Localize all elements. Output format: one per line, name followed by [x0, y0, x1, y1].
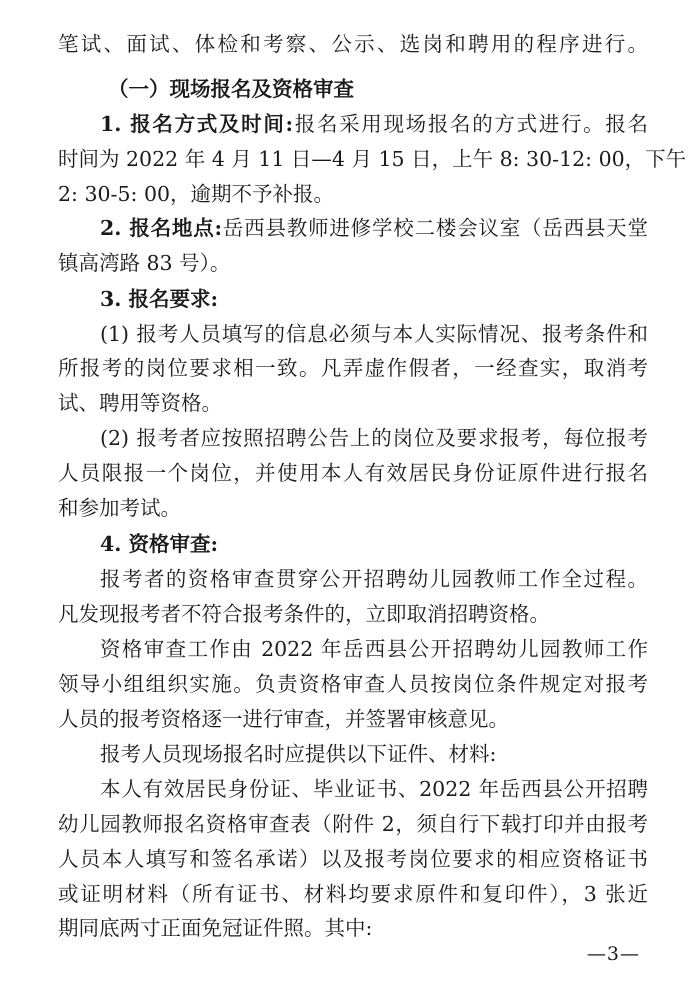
- subsection-label: 1. 报名方式及时间:: [100, 112, 294, 136]
- body-line: 人员本人填写和签名承诺）以及报考岗位要求的相应资格证书: [58, 847, 648, 871]
- body-line: 人员限报一个岗位，并使用本人有效居民身份证原件进行报名: [58, 461, 648, 485]
- body-line: 或证明材料（所有证书、材料均要求原件和复印件），3 张近: [58, 882, 648, 906]
- body-line: (2) 报考者应按照招聘公告上的岗位及要求报考，每位报考: [100, 426, 648, 450]
- body-line: 报考者的资格审查贯穿公开招聘幼儿园教师工作全过程。: [100, 567, 648, 591]
- body-line: 凡发现报考者不符合报考条件的，立即取消招聘资格。: [58, 602, 550, 626]
- body-line: 资格审查工作由 2022 年岳西县公开招聘幼儿园教师工作: [100, 637, 648, 661]
- subsection-line: [100, 110, 648, 138]
- body-text: 报名采用现场报名的方式进行。报名: [293, 112, 649, 136]
- body-line: 幼儿园教师报名资格审查表（附件 2，须自行下载打印并由报考: [58, 812, 648, 836]
- page-number: —3—: [586, 943, 640, 965]
- body-line: 所报考的岗位要求相一致。凡弄虚作假者，一经查实，取消考: [58, 356, 648, 380]
- body-line: 时间为 2022 年 4 月 11 日—4 月 15 日，上午 8: 30-12: 00，下午: [58, 147, 687, 171]
- body-line: 人员的报考资格逐一进行审查，并签署审核意见。: [58, 707, 509, 731]
- body-line: 期同底两寸正面免冠证件照。其中:: [58, 916, 373, 940]
- subsection-label: 3. 报名要求:: [100, 287, 219, 311]
- body-line: (1) 报考人员填写的信息必须与本人实际情况、报考条件和: [100, 322, 648, 346]
- subsection-label: 2. 报名地点:: [100, 216, 223, 240]
- body-line: 笔试、面试、体检和考察、公示、选岗和聘用的程序进行。: [58, 32, 648, 56]
- body-text: 岳西县教师进修学校二楼会议室（岳西县天堂: [222, 216, 649, 240]
- body-line: 2: 30-5: 00，逾期不予补报。: [58, 182, 335, 206]
- subsection-line: [100, 214, 648, 242]
- body-line: 和参加考试。: [58, 496, 181, 520]
- body-line: 镇高湾路 83 号）。: [58, 251, 231, 275]
- body-line: 领导小组组织实施。负责资格审查人员按岗位条件规定对报考: [58, 672, 648, 696]
- body-line: 报考人员现场报名时应提供以下证件、材料:: [100, 742, 497, 766]
- section-heading: （一）现场报名及资格审查: [108, 77, 354, 101]
- body-line: 本人有效居民身份证、毕业证书、2022 年岳西县公开招聘: [100, 777, 648, 801]
- subsection-label: 4. 资格审查:: [100, 532, 219, 556]
- body-line: 试、聘用等资格。: [58, 391, 222, 415]
